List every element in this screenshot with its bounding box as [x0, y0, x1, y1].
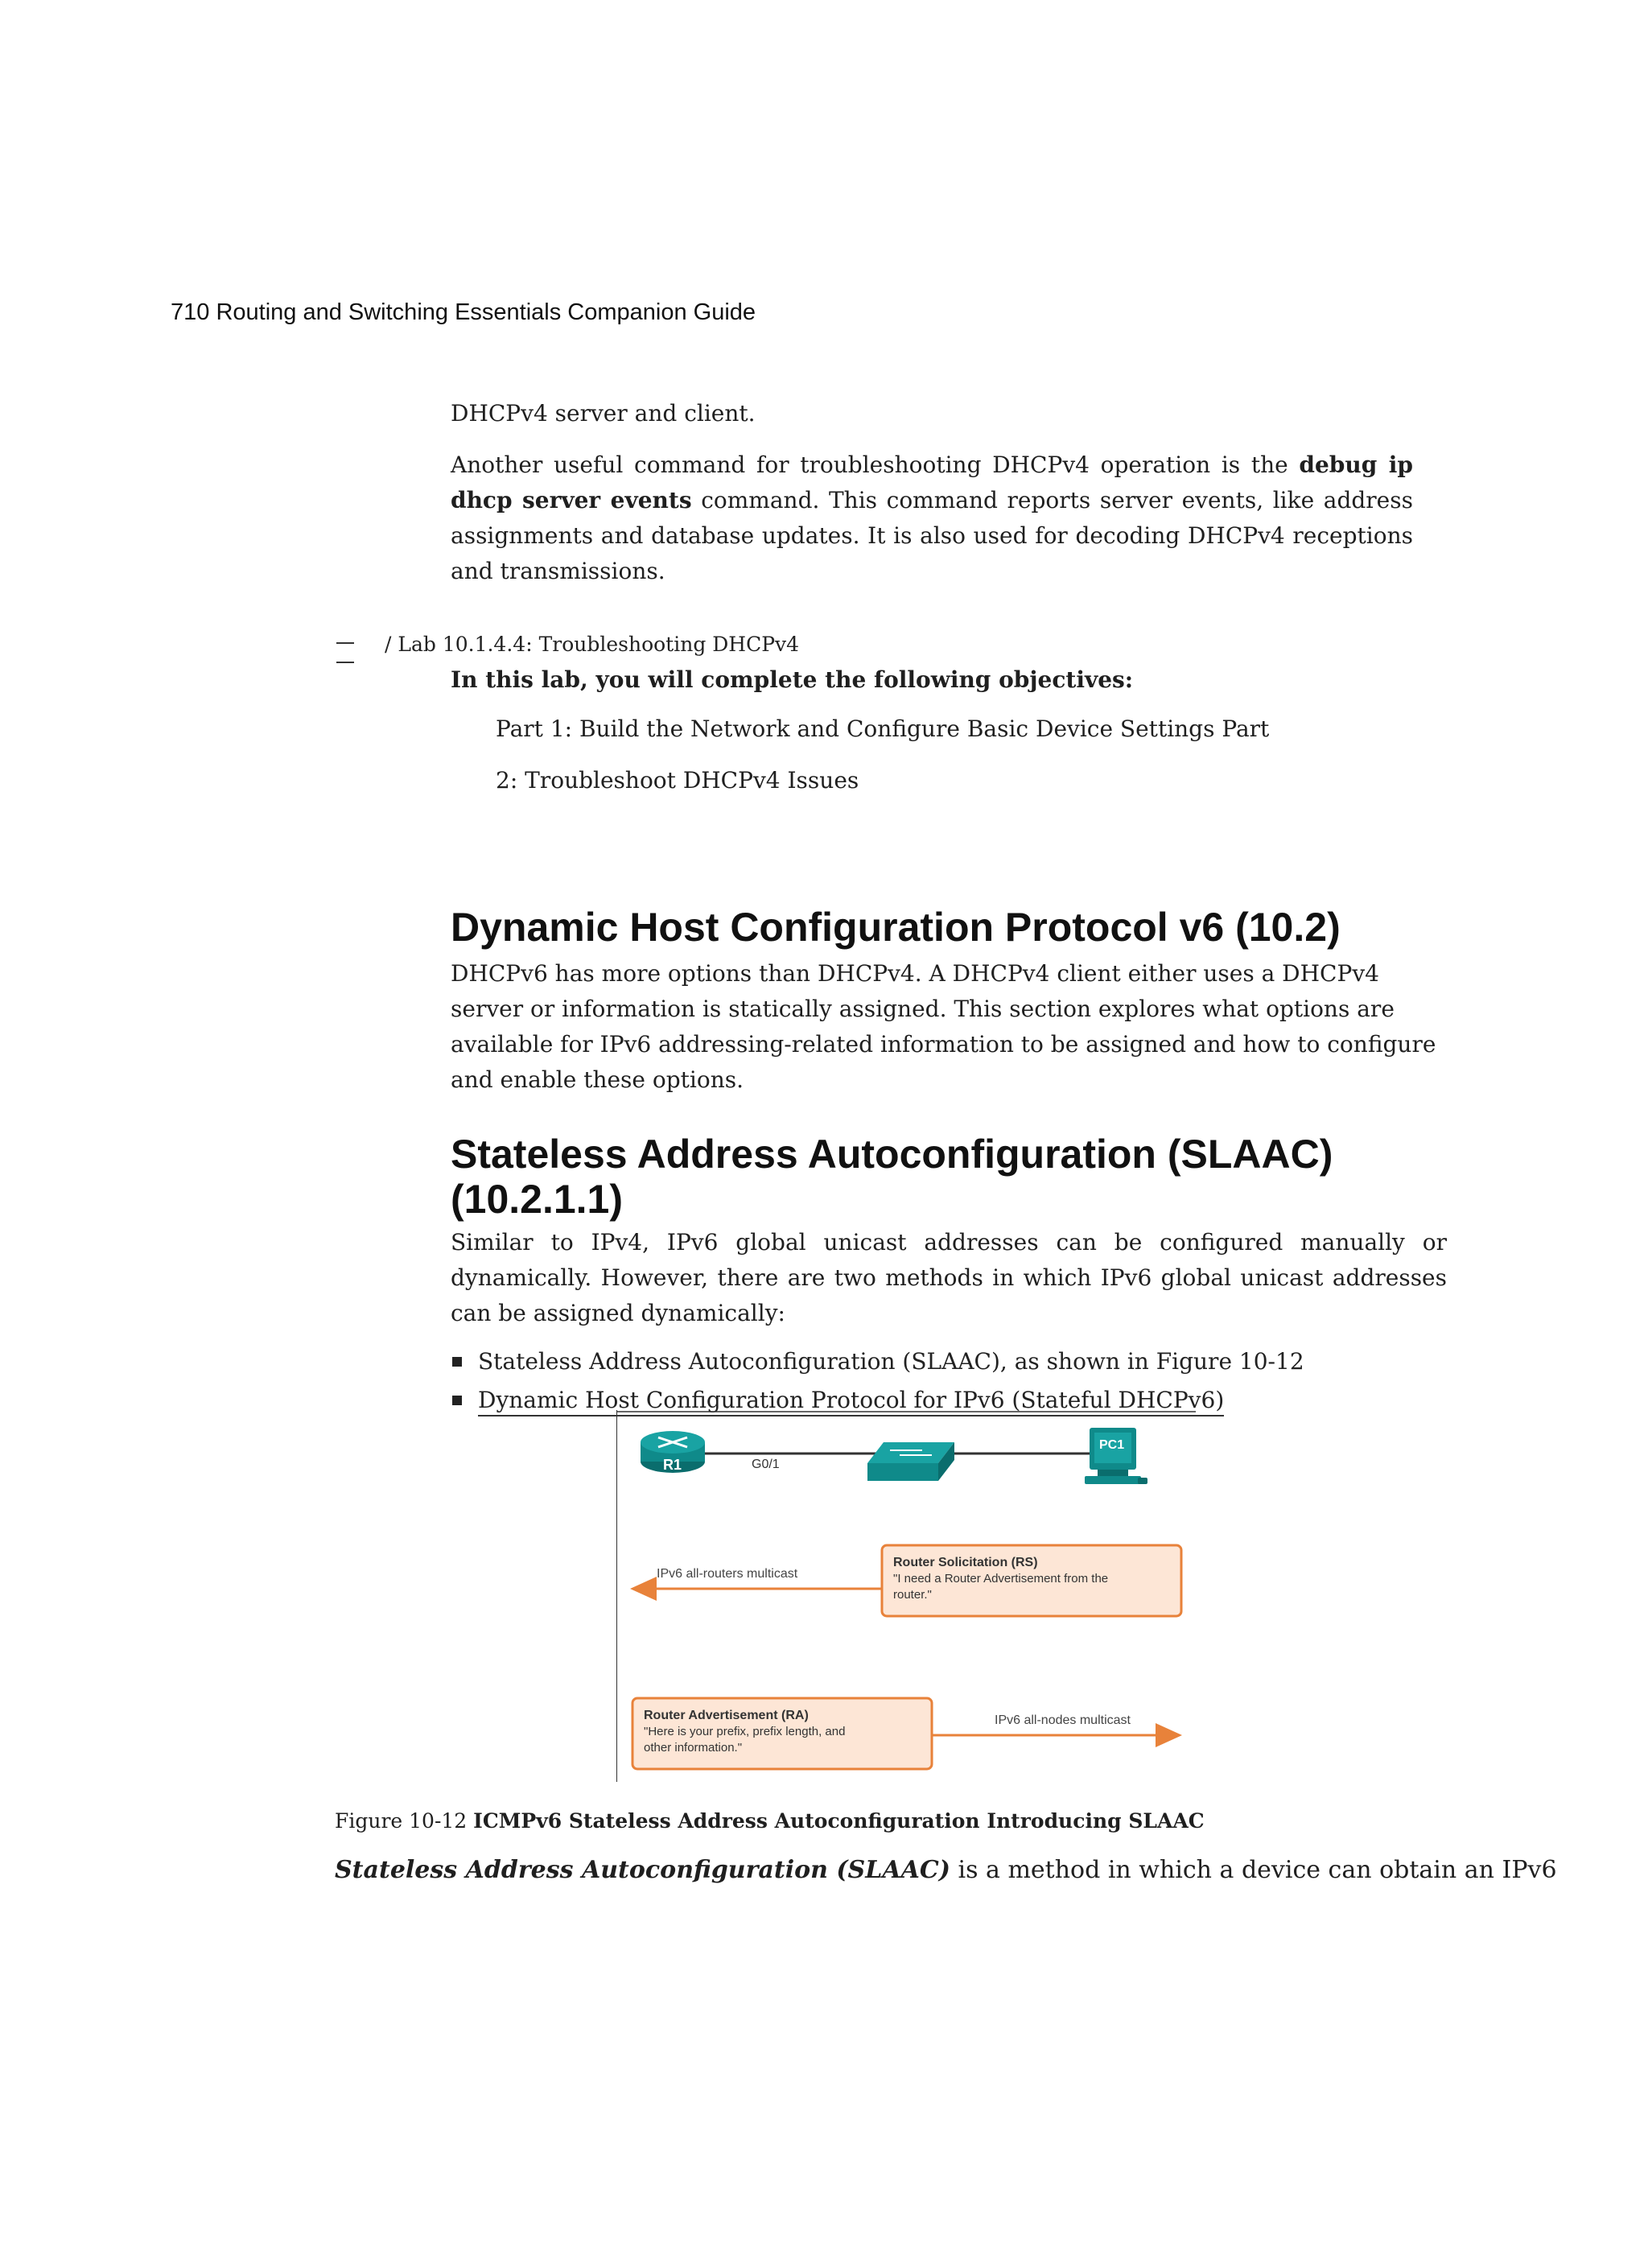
lab-icon [336, 634, 354, 663]
switch-icon [867, 1442, 954, 1481]
caption-title: ICMPv6 Stateless Address Autoconfiguration Introducing SLAAC [473, 1809, 1205, 1833]
debug-text-before: Another useful command for troubleshooting DHCPv4 operation is the [451, 452, 1300, 478]
rs-title: Router Solicitation (RS) [893, 1556, 1038, 1569]
pc-label: PC1 [1099, 1438, 1125, 1452]
section-slaac-body: Similar to IPv4, IPv6 global unicast addresses can be configured manually or dynamically. However, there are two methods in which IPv6 global unicast addresses can be assigned dynamically: [451, 1229, 1447, 1326]
caption-number: Figure 10-12 [335, 1809, 474, 1833]
ra-arrow-label: IPv6 all-nodes multicast [995, 1713, 1131, 1727]
interface-label: G0/1 [752, 1458, 780, 1471]
section-heading-slaac-line-2: (10.2.1.1) [451, 1177, 624, 1222]
bullet-square-icon [452, 1396, 462, 1405]
section-heading-slaac [451, 1132, 1333, 1222]
list-item [451, 1342, 1456, 1381]
paragraph-intro: DHCPv4 server and client. [451, 400, 756, 427]
pc-icon [1085, 1428, 1147, 1484]
paragraph-debug [451, 447, 1413, 589]
rs-text-line-1: "I need a Router Advertisement from the [893, 1572, 1109, 1586]
section-heading-slaac-line-1: Stateless Address Autoconfiguration (SLAAC) [451, 1132, 1333, 1177]
ra-title: Router Advertisement (RA) [644, 1709, 809, 1722]
debug-command: debug ip dhcp server events [451, 452, 1414, 513]
rs-arrow-label: IPv6 all-routers multicast [657, 1567, 798, 1581]
lab-objective-line-2: 2: Troubleshoot DHCPv4 Issues [496, 767, 859, 794]
debug-text-after: command. This command reports server events, like address assignments and database updates. It is also used for decoding DHCPv4 receptions and transmissions. [451, 487, 1413, 584]
slaac-term: Stateless Address Autoconfiguration (SLAAC) [335, 1856, 950, 1884]
method-list [451, 1342, 1456, 1420]
bullet-square-icon [452, 1357, 462, 1367]
rs-text-line-2: router." [893, 1588, 932, 1602]
slaac-definition-text: is a method in which a device can obtain an IPv6 [950, 1856, 1557, 1884]
lab-title: / Lab 10.1.4.4: Troubleshooting DHCPv4 [385, 633, 800, 656]
section-dhcpv6-body: DHCPv6 has more options than DHCPv4. A DHCPv4 client either uses a DHCPv4 server or information is statically assigned. This section explores what options are available for IPv6 addressing-related information to be assigned and how to configure and enable these options. [451, 960, 1436, 1093]
ra-text-line-1: "Here is your prefix, prefix length, and [644, 1725, 846, 1738]
figure-slaac-diagram [616, 1410, 1196, 1788]
figure-slaac [616, 1410, 1196, 1788]
ra-text-line-2: other information." [644, 1741, 743, 1755]
figure-caption [335, 1809, 1205, 1833]
section-heading-dhcpv6: Dynamic Host Configuration Protocol v6 (10.2) [451, 905, 1341, 950]
bullet-text: Stateless Address Autoconfiguration (SLAAC), as shown in Figure 10-12 [478, 1348, 1304, 1375]
router-label: R1 [663, 1457, 682, 1473]
lab-objective-line-1: Part 1: Build the Network and Configure Basic Device Settings Part [496, 715, 1270, 742]
bullet-text: Dynamic Host Configuration Protocol for IPv6 (Stateful DHCPv6) [478, 1386, 1224, 1416]
lab-lead: In this lab, you will complete the following objectives: [451, 666, 1134, 693]
paragraph-slaac-definition [335, 1856, 1557, 1884]
running-head: 710 Routing and Switching Essentials Companion Guide [171, 299, 756, 325]
